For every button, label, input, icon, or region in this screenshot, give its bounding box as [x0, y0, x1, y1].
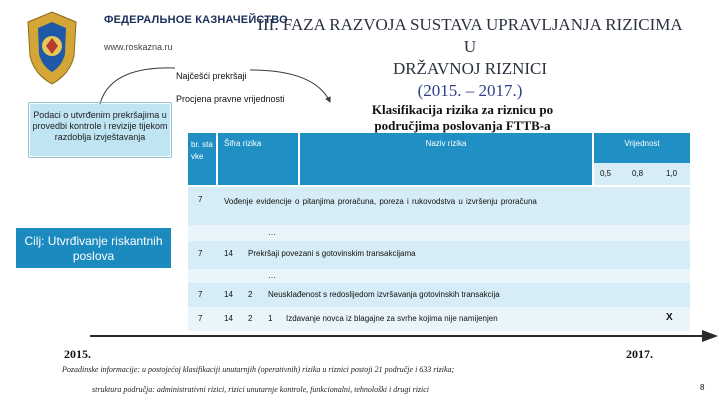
risk-code-2: 2 — [248, 314, 253, 323]
table-row — [188, 283, 690, 307]
data-box: Podaci o utvrđenim prekršajima u provedbi kontrole i revizije tijekom razdoblja izvještavanja — [30, 104, 170, 156]
risk-name: Izdavanje novca iz blagajne za svrhe kojima nije namijenjen — [286, 314, 498, 323]
org-name: ФЕДЕРАЛЬНОЕ КАЗНАЧЕЙСТВО — [104, 14, 288, 26]
value-scale-mid: 0,8 — [632, 169, 644, 178]
risk-code-1: 14 — [224, 249, 233, 258]
table-row — [188, 269, 690, 283]
title-line-2: DRŽAVNOJ RIZNICI — [392, 59, 548, 78]
header-value-label: Vrijednost — [624, 139, 660, 148]
row-number: 7 — [198, 249, 203, 258]
title-line-3: (2015. – 2017.) — [417, 81, 523, 100]
value-scale-row — [594, 163, 690, 185]
value-scale-high: 1,0 — [666, 169, 678, 178]
timeline-arrow — [90, 328, 720, 344]
header-code-label: Šifra rizika — [224, 139, 262, 148]
risk-code-1: 14 — [224, 314, 233, 323]
page-number: 8 — [700, 383, 705, 392]
classification-title: Klasifikacija rizika za riznicu po područjima poslovanja FTTB-a — [371, 102, 554, 133]
risk-code-3: 1 — [268, 314, 273, 323]
table-row — [188, 187, 690, 225]
row-number: 7 — [198, 314, 203, 323]
header-name — [300, 133, 592, 185]
risk-name-ellipsis: … — [268, 228, 276, 237]
risk-name: Vođenje evidencije o pitanjima proračuna, porezа i rukovodstva u izvršenju proračuna — [224, 197, 537, 206]
risk-table — [188, 133, 690, 333]
label-legal-value-estimate: Procjena pravne vrijednosti — [176, 94, 285, 104]
risk-name: Neusklađenost s redoslijedom izvršavanja gotovinskih transakcija — [268, 290, 500, 299]
risk-name: Prekršaji povezani s gotovinskim transakcijama — [248, 249, 416, 258]
footnote-line-2: struktura područja: administrativni rizici, rizici unutarnje kontrole, funkcionalni, tehnološki i drugi rizici — [92, 385, 430, 394]
risk-code-2: 2 — [248, 290, 253, 299]
value-scale-low: 0,5 — [600, 169, 612, 178]
footnote-line-1: Pozadinske informacije: u postojećoj klasifikaciji unutarnjih (operativnih) rizika u riznici postoji 21 područje i 633 rizika; — [62, 365, 455, 374]
value-mark: X — [666, 312, 673, 323]
timeline-end: 2017. — [626, 347, 653, 361]
treasury-emblem-icon — [18, 8, 86, 88]
row-number: 7 — [198, 195, 203, 204]
header-number-label: br. sta vke — [191, 140, 213, 161]
header-code — [218, 133, 298, 185]
header-name-label: Naziv rizika — [425, 139, 467, 148]
table-row — [188, 241, 690, 269]
row-number: 7 — [198, 290, 203, 299]
label-frequent-offences: Najčešći prekršaji — [176, 71, 247, 81]
title-line-1: III. FAZA RAZVOJA SUSTAVA UPRAVLJANJA RIZICIMA U — [257, 15, 683, 56]
timeline-start: 2015. — [64, 347, 91, 361]
goal-box: Cilj: Utvrđivanje riskantnih poslova — [16, 228, 171, 268]
risk-code-1: 14 — [224, 290, 233, 299]
org-url: www.roskazna.ru — [104, 42, 173, 52]
header-number — [188, 133, 216, 185]
risk-name-ellipsis: … — [268, 271, 276, 280]
table-row — [188, 225, 690, 241]
footnote — [62, 360, 672, 400]
